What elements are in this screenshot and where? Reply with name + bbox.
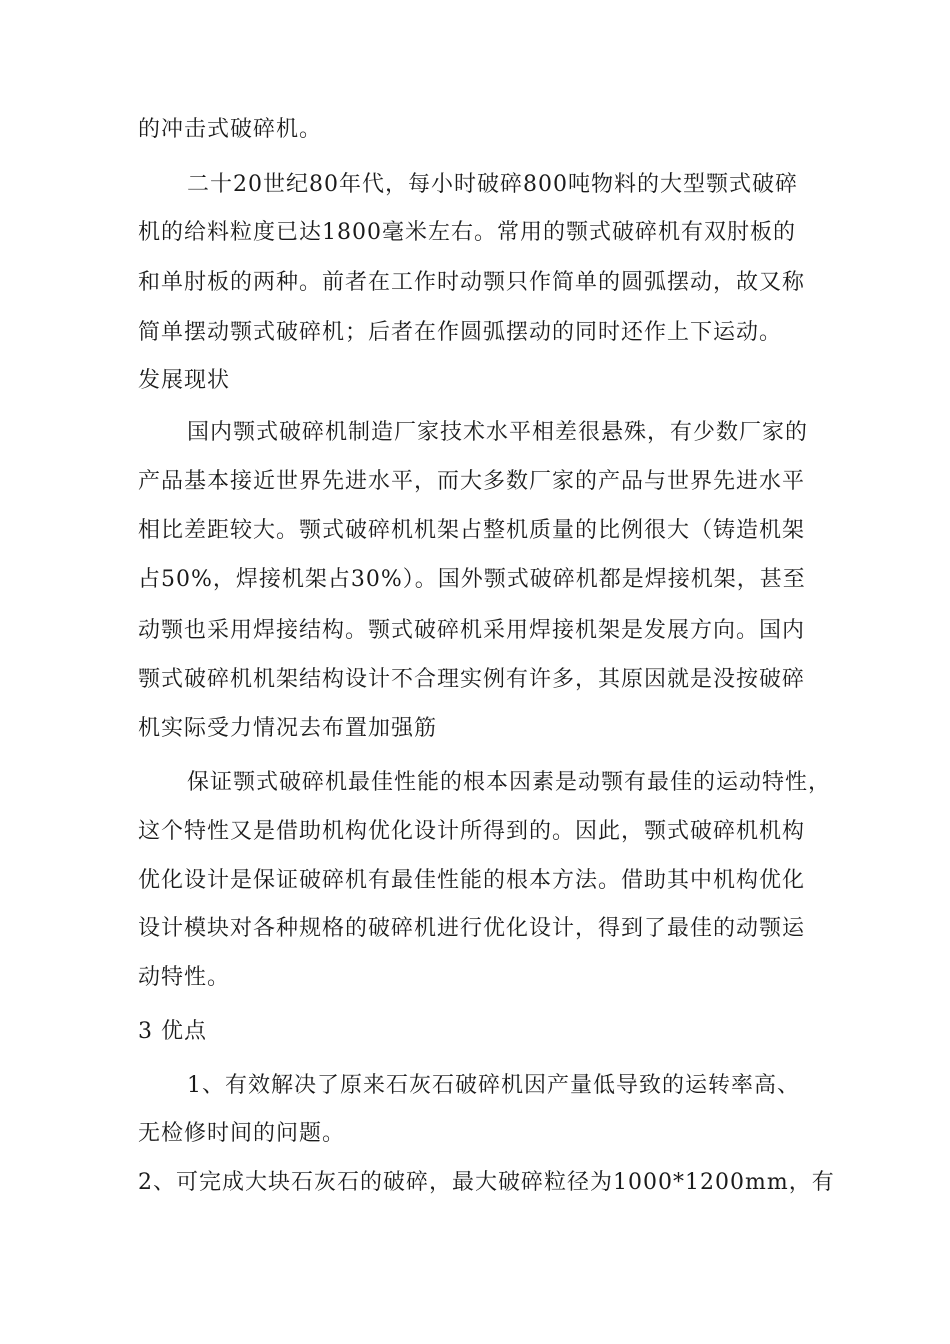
text-line: 的冲击式破碎机。 bbox=[138, 117, 323, 142]
text-line: 动颚也采用焊接结构。颚式破碎机采用焊接机架是发展方向。国内 bbox=[138, 618, 806, 643]
text-line: 动特性。 bbox=[138, 965, 231, 990]
section-heading: 3 优点 bbox=[138, 1019, 207, 1044]
paragraph-first-line: 二十20世纪80年代，每小时破碎800吨物料的大型颚式破碎 bbox=[187, 172, 798, 197]
paragraph-first-line: 保证颚式破碎机最佳性能的根本因素是动颚有最佳的运动特性， bbox=[187, 770, 832, 795]
text-line: 简单摆动颚式破碎机；后者在作圆弧摆动的同时还作上下运动。 bbox=[138, 320, 783, 345]
list-item: 2、可完成大块石灰石的破碎，最大破碎粒径为1000*1200mm，有 bbox=[138, 1170, 835, 1195]
text-line: 相比差距较大。颚式破碎机机架占整机质量的比例很大（铸造机架 bbox=[138, 518, 806, 543]
text-line: 这个特性又是借助机构优化设计所得到的。因此，颚式破碎机机构 bbox=[138, 819, 806, 844]
section-heading: 发展现状 bbox=[138, 368, 231, 393]
text-line: 产品基本接近世界先进水平，而大多数厂家的产品与世界先进水平 bbox=[138, 469, 806, 494]
text-line: 优化设计是保证破碎机有最佳性能的根本方法。借助其中机构优化 bbox=[138, 868, 806, 893]
list-item: 1、有效解决了原来石灰石破碎机因产量低导致的运转率高、 bbox=[187, 1073, 800, 1098]
text-line: 占50%，焊接机架占30%）。国外颚式破碎机都是焊接机架，甚至 bbox=[138, 567, 806, 592]
text-line: 机实际受力情况去布置加强筋 bbox=[138, 716, 438, 741]
text-line: 机的给料粒度已达1800毫米左右。常用的颚式破碎机有双肘板的 bbox=[138, 220, 796, 245]
paragraph-first-line: 国内颚式破碎机制造厂家技术水平相差很悬殊，有少数厂家的 bbox=[187, 420, 809, 445]
text-line: 无检修时间的问题。 bbox=[138, 1121, 346, 1146]
text-line: 设计模块对各种规格的破碎机进行优化设计，得到了最佳的动颚运 bbox=[138, 916, 806, 941]
text-line: 和单肘板的两种。前者在工作时动颚只作简单的圆弧摆动，故又称 bbox=[138, 270, 806, 295]
text-line: 颚式破碎机机架结构设计不合理实例有许多，其原因就是没按破碎 bbox=[138, 667, 806, 692]
